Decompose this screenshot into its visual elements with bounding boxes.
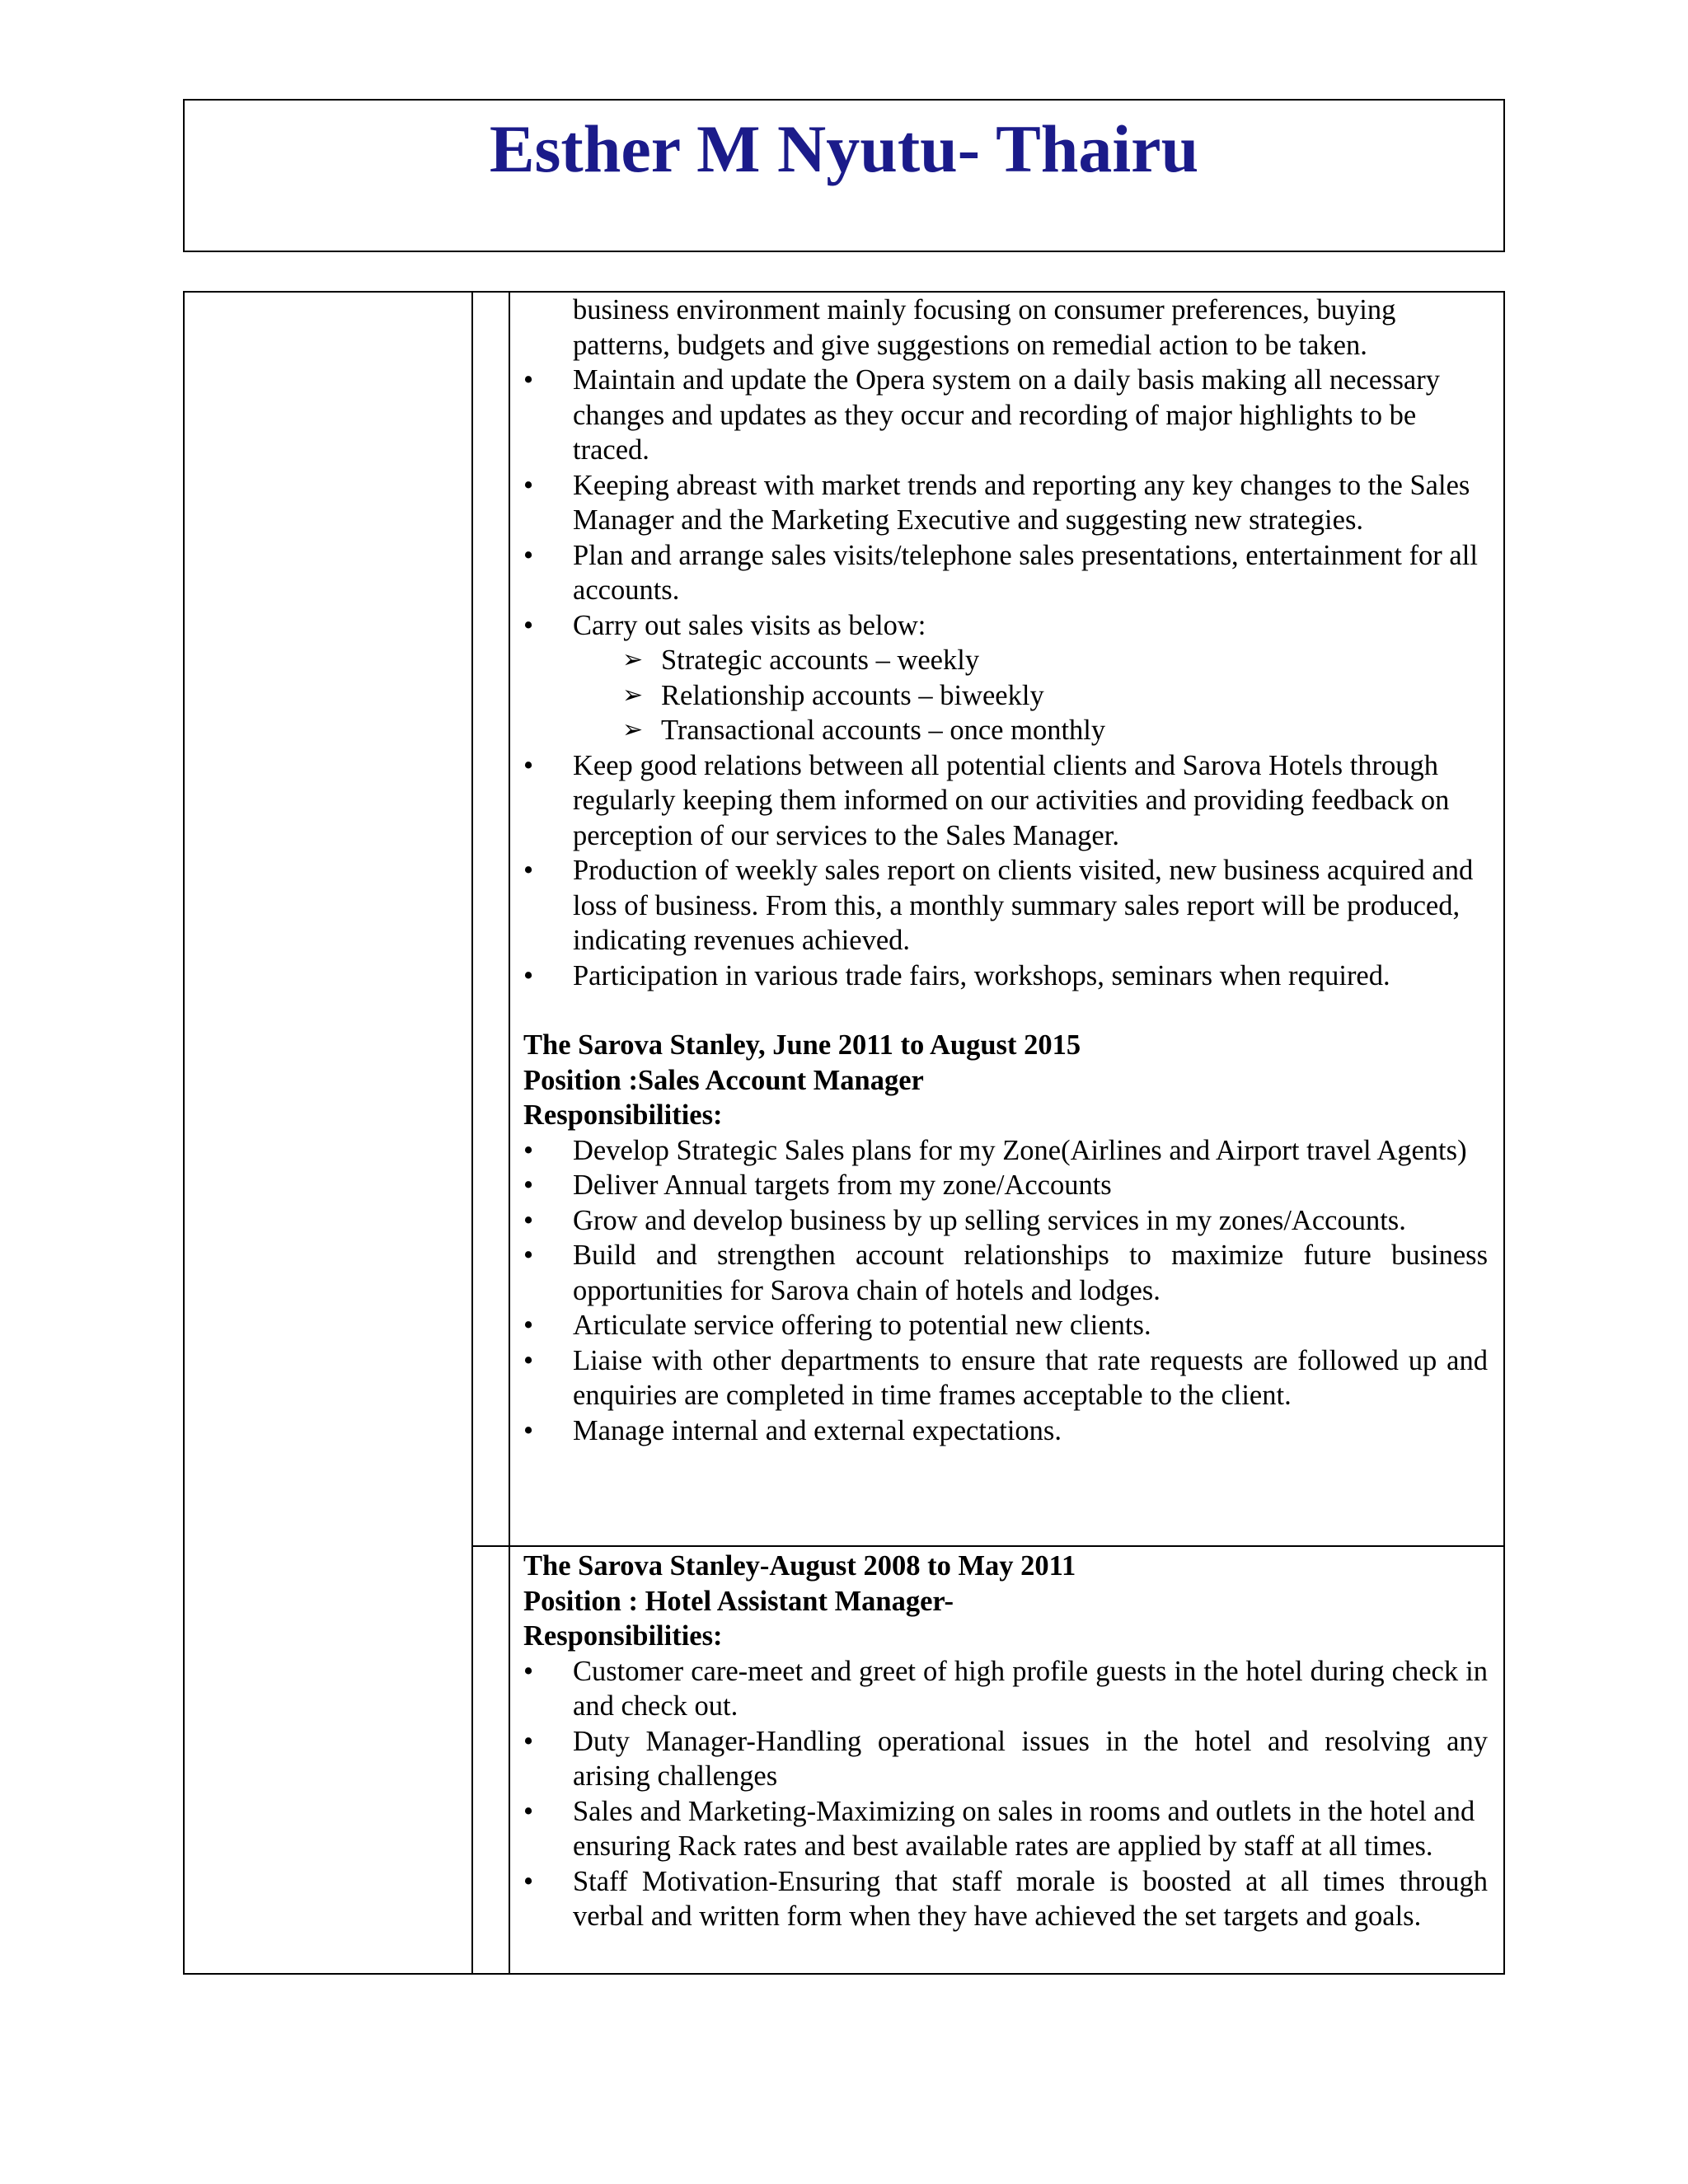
list-item: • Participation in various trade fairs, workshops, seminars when required.: [523, 958, 1488, 994]
list-item: • Production of weekly sales report on clients visited, new business acquired and loss of business. From this, a monthly summary sales report will be produced, indicating revenues achieved.: [523, 853, 1488, 958]
list-item: • Develop Strategic Sales plans for my Zone(Airlines and Airport travel Agents): [523, 1133, 1488, 1169]
arrow-bullet-icon: ➢: [622, 645, 644, 674]
list-item: business environment mainly focusing on consumer preferences, buying patterns, budgets and give suggestions on remedial action to be taken.: [573, 294, 1396, 361]
resume-name: Esther M Nyutu- Thairu: [489, 111, 1199, 186]
arrow-bullet-icon: ➢: [622, 680, 644, 710]
list-item: [523, 608, 1488, 748]
job-title: The Sarova Stanley, June 2011 to August 2015: [523, 1029, 1081, 1061]
list-item: • Keeping abreast with market trends and reporting any key changes to the Sales Manager and the Marketing Executive and suggesting new strategies.: [523, 468, 1488, 538]
sub-list-item: [573, 713, 1488, 748]
column-divider-right: [509, 293, 510, 1973]
list-item-text: Carry out sales visits as below:: [573, 609, 926, 641]
experience-table: [183, 291, 1505, 1975]
section-spacer: [523, 993, 1488, 1028]
list-item: • Staff Motivation-Ensuring that staff morale is boosted at all times through verbal and written form when they have achieved the set targets and goals.: [523, 1864, 1488, 1934]
job-position: Position :Sales Account Manager: [523, 1064, 924, 1096]
arrow-bullet-icon: ➢: [622, 715, 644, 744]
header-box: [183, 99, 1505, 252]
experience-cell-previous-role: [523, 293, 1488, 1448]
duties-list-previous: [523, 293, 1488, 993]
responsibilities-heading: Responsibilities:: [523, 1620, 723, 1652]
job-title: The Sarova Stanley-August 2008 to May 2011: [523, 1550, 1076, 1582]
list-item: • Maintain and update the Opera system on a daily basis making all necessary changes and updates as they occur and recording of major highlights to be traced.: [523, 363, 1488, 468]
responsibilities-list-assistant-manager: [523, 1654, 1488, 1934]
list-item: • Plan and arrange sales visits/telephone sales presentations, entertainment for all accounts.: [523, 538, 1488, 608]
sub-list-item-text: Relationship accounts – biweekly: [661, 679, 1044, 711]
responsibilities-list-sales-account-manager: [523, 1133, 1488, 1449]
list-item: • Deliver Annual targets from my zone/Accounts: [523, 1168, 1488, 1203]
list-item: • Keep good relations between all potential clients and Sarova Hotels through regularly keeping them informed on our activities and providing feedback on perception of our services to the Sales Manager.: [523, 748, 1488, 854]
list-item: • Articulate service offering to potential new clients.: [523, 1308, 1488, 1343]
responsibilities-heading: Responsibilities:: [523, 1099, 723, 1131]
sub-list-item-text: Transactional accounts – once monthly: [661, 715, 1106, 746]
list-item: • Liaise with other departments to ensure that rate requests are followed up and enquiries are completed in time frames acceptable to the client.: [523, 1343, 1488, 1413]
list-item: • Manage internal and external expectations.: [523, 1413, 1488, 1449]
experience-cell-assistant-manager: [523, 1549, 1488, 1934]
list-item: • Grow and develop business by up selling services in my zones/Accounts.: [523, 1203, 1488, 1239]
sales-visit-schedule: [573, 643, 1488, 748]
sub-list-item: [573, 678, 1488, 714]
list-item: • Sales and Marketing-Maximizing on sales in rooms and outlets in the hotel and ensuring Rack rates and best available rates are applied by staff at all times.: [523, 1794, 1488, 1864]
list-item: • Customer care-meet and greet of high profile guests in the hotel during check in and check out.: [523, 1654, 1488, 1724]
sub-list-item: [573, 643, 1488, 678]
list-item: • Duty Manager-Handling operational issues in the hotel and resolving any arising challenges: [523, 1724, 1488, 1794]
row-divider: [471, 1545, 1503, 1547]
job-position: Position : Hotel Assistant Manager-: [523, 1585, 954, 1617]
list-item: • Build and strengthen account relationships to maximize future business opportunities for Sarova chain of hotels and lodges.: [523, 1238, 1488, 1308]
column-divider-left: [471, 293, 473, 1973]
sub-list-item-text: Strategic accounts – weekly: [661, 644, 980, 676]
